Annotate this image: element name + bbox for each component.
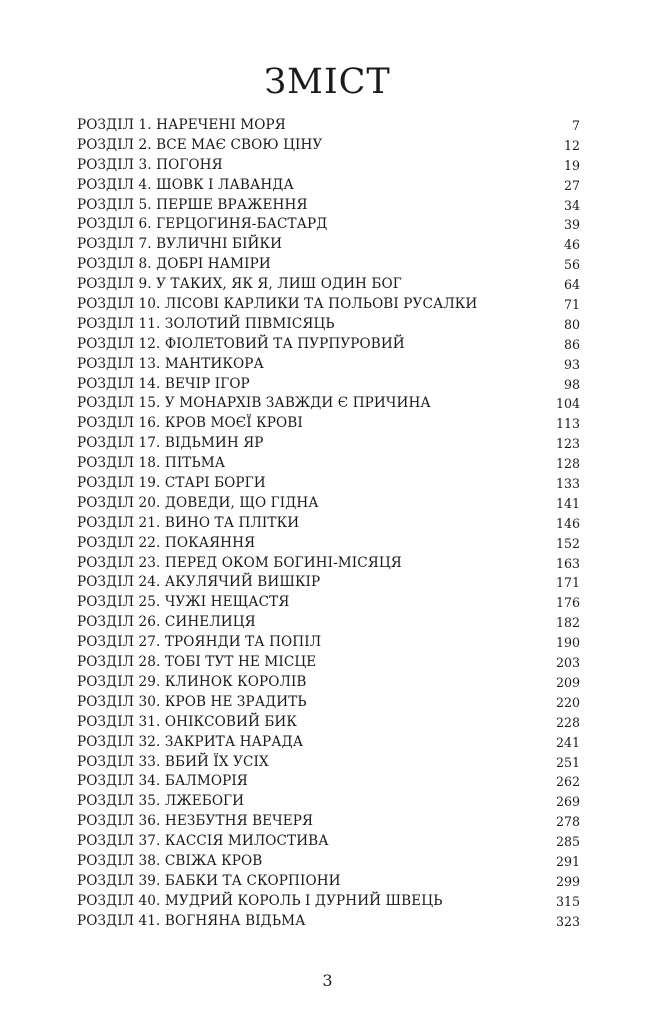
- toc-entry-title: РОЗДІЛ 34. БАЛМОРІЯ: [77, 773, 248, 790]
- toc-entry-title: РОЗДІЛ 19. СТАРІ БОРГИ: [77, 475, 266, 492]
- toc-entry-page: 299: [555, 873, 580, 889]
- toc-entry-page: 285: [555, 834, 580, 850]
- toc-entry-title: РОЗДІЛ 25. ЧУЖІ НЕЩАСТЯ: [77, 594, 290, 611]
- toc-entry-page: 291: [555, 853, 580, 869]
- toc-entry: [77, 116, 580, 136]
- page-number: 3: [322, 971, 333, 990]
- toc-entry: [77, 753, 580, 773]
- toc-entry-title: РОЗДІЛ 15. У МОНАРХІВ ЗАВЖДИ Є ПРИЧИНА: [77, 395, 431, 412]
- toc-entry-title: РОЗДІЛ 7. ВУЛИЧНІ БІЙКИ: [77, 236, 283, 253]
- toc-entry-page: 98: [563, 376, 580, 392]
- toc-entry-page: 171: [555, 575, 580, 591]
- toc-entry: [77, 633, 580, 653]
- toc-entry-page: 80: [563, 316, 580, 332]
- page-title: ЗМІСТ: [264, 62, 391, 102]
- toc-entry: [77, 593, 580, 613]
- toc-entry-title: РОЗДІЛ 1. НАРЕЧЕНІ МОРЯ: [77, 117, 286, 133]
- toc-entry: [77, 474, 580, 494]
- toc-entry-title: РОЗДІЛ 5. ПЕРШЕ ВРАЖЕННЯ: [77, 196, 308, 213]
- toc-entry-page: 278: [555, 814, 580, 830]
- toc-entry: [77, 673, 580, 693]
- toc-entry: [77, 613, 580, 633]
- toc-entry-title: РОЗДІЛ 11. ЗОЛОТИЙ ПІВМІСЯЦЬ: [77, 315, 335, 332]
- toc-entry-page: 39: [563, 217, 580, 233]
- toc-entry-page: 56: [563, 257, 580, 273]
- toc-entry-title: РОЗДІЛ 18. ПІТЬМА: [77, 455, 226, 472]
- toc-entry: [77, 275, 580, 295]
- toc-entry-page: 34: [563, 197, 580, 213]
- toc-entry: [77, 454, 580, 474]
- toc-entry-page: 209: [555, 674, 580, 690]
- toc-entry: [77, 872, 580, 892]
- toc-entry: [77, 832, 580, 852]
- toc-entry-title: РОЗДІЛ 30. КРОВ НЕ ЗРАДИТЬ: [77, 693, 307, 710]
- toc-entry-page: 203: [555, 655, 580, 671]
- toc-entry-page: 12: [563, 137, 580, 153]
- toc-entry-page: 241: [555, 734, 580, 750]
- toc-entry-title: РОЗДІЛ 9. У ТАКИХ, ЯК Я, ЛИШ ОДИН БОГ: [77, 276, 402, 293]
- toc-entry-title: РОЗДІЛ 10. ЛІСОВІ КАРЛИКИ ТА ПОЛЬОВІ РУСАЛКИ: [77, 296, 478, 313]
- toc-entry-title: РОЗДІЛ 32. ЗАКРИТА НАРАДА: [77, 733, 304, 750]
- toc-entry: [77, 414, 580, 434]
- toc-entry-page: 93: [563, 356, 580, 372]
- toc-entry: [77, 335, 580, 355]
- toc-entry-title: РОЗДІЛ 4. ШОВК І ЛАВАНДА: [77, 176, 294, 193]
- toc-entry-title: РОЗДІЛ 39. БАБКИ ТА СКОРПІОНИ: [77, 872, 341, 889]
- toc-entry-title: РОЗДІЛ 29. КЛИНОК КОРОЛІВ: [77, 673, 307, 690]
- toc-entry: [77, 892, 580, 912]
- toc-entry-title: РОЗДІЛ 12. ФІОЛЕТОВИЙ ТА ПУРПУРОВИЙ: [77, 335, 405, 352]
- toc-entry: [77, 733, 580, 753]
- toc-entry: [77, 514, 580, 534]
- toc-entry: [77, 792, 580, 812]
- toc-entry: [77, 693, 580, 713]
- toc-entry-page: 123: [555, 436, 580, 452]
- toc-entry-title: РОЗДІЛ 2. ВСЕ МАЄ СВОЮ ЦІНУ: [77, 136, 323, 153]
- toc-entry-page: 113: [555, 416, 580, 432]
- toc-entry-title: РОЗДІЛ 37. КАССІЯ МИЛОСТИВА: [77, 833, 329, 850]
- toc-entry: [77, 812, 580, 832]
- toc-entry: [77, 215, 580, 235]
- toc-entry-page: 64: [563, 277, 580, 293]
- toc-entry-page: 104: [555, 396, 580, 412]
- toc-entry: [77, 375, 580, 395]
- toc-entry-title: РОЗДІЛ 8. ДОБРІ НАМІРИ: [77, 256, 271, 273]
- toc-entry-page: 228: [555, 714, 580, 730]
- toc-entry-page: 7: [571, 118, 580, 133]
- toc-entry-title: РОЗДІЛ 16. КРОВ МОЄЇ КРОВІ: [77, 415, 303, 432]
- toc-entry-page: 269: [555, 794, 580, 810]
- toc-entry: [77, 713, 580, 733]
- toc-entry: [77, 355, 580, 375]
- toc-entry-title: РОЗДІЛ 14. ВЕЧІР ІГОР: [77, 375, 250, 392]
- toc-entry: [77, 434, 580, 454]
- toc-entry-page: 251: [555, 754, 580, 770]
- table-of-contents: [77, 116, 580, 932]
- toc-entry: [77, 196, 580, 216]
- toc-entry: [77, 394, 580, 414]
- toc-entry: [77, 295, 580, 315]
- toc-entry-title: РОЗДІЛ 6. ГЕРЦОГИНЯ-БАСТАРД: [77, 216, 328, 233]
- toc-entry-title: РОЗДІЛ 23. ПЕРЕД ОКОМ БОГИНІ-МІСЯЦЯ: [77, 554, 402, 571]
- toc-entry-title: РОЗДІЛ 13. МАНТИКОРА: [77, 355, 264, 372]
- toc-entry-title: РОЗДІЛ 3. ПОГОНЯ: [77, 156, 223, 173]
- toc-entry: [77, 554, 580, 574]
- toc-entry: [77, 772, 580, 792]
- toc-entry-page: 19: [563, 157, 580, 173]
- toc-entry: [77, 494, 580, 514]
- toc-entry-title: РОЗДІЛ 20. ДОВЕДИ, ЩО ГІДНА: [77, 494, 319, 511]
- toc-entry-page: 133: [555, 476, 580, 492]
- toc-entry-page: 163: [555, 555, 580, 571]
- toc-entry: [77, 315, 580, 335]
- toc-entry-title: РОЗДІЛ 26. СИНЕЛИЦЯ: [77, 614, 256, 631]
- toc-entry-page: 141: [555, 495, 580, 511]
- toc-entry-page: 262: [555, 774, 580, 790]
- toc-entry: [77, 852, 580, 872]
- toc-entry-title: РОЗДІЛ 36. НЕЗБУТНЯ ВЕЧЕРЯ: [77, 813, 314, 830]
- toc-entry-page: 27: [563, 177, 580, 193]
- toc-entry: [77, 176, 580, 196]
- toc-entry-title: РОЗДІЛ 41. ВОГНЯНА ВІДЬМА: [77, 912, 306, 929]
- toc-entry-page: 323: [555, 913, 580, 929]
- toc-entry-title: РОЗДІЛ 38. СВІЖА КРОВ: [77, 852, 263, 869]
- toc-entry: [77, 912, 580, 932]
- toc-entry: [77, 573, 580, 593]
- toc-entry-page: 128: [555, 456, 580, 472]
- toc-entry-page: 86: [563, 336, 580, 352]
- toc-entry-title: РОЗДІЛ 31. ОНІКСОВИЙ БИК: [77, 713, 298, 730]
- toc-entry-title: РОЗДІЛ 35. ЛЖЕБОГИ: [77, 793, 245, 810]
- toc-entry: [77, 136, 580, 156]
- toc-entry: [77, 156, 580, 176]
- toc-entry-page: 182: [555, 615, 580, 631]
- toc-entry: [77, 653, 580, 673]
- toc-entry-page: 190: [555, 635, 580, 651]
- toc-entry: [77, 235, 580, 255]
- toc-entry-title: РОЗДІЛ 24. АКУЛЯЧИЙ ВИШКІР: [77, 574, 321, 591]
- toc-entry-title: РОЗДІЛ 22. ПОКАЯННЯ: [77, 534, 256, 551]
- toc-entry-page: 152: [555, 535, 580, 551]
- toc-entry-page: 220: [555, 694, 580, 710]
- toc-entry-title: РОЗДІЛ 40. МУДРИЙ КОРОЛЬ І ДУРНИЙ ШВЕЦЬ: [77, 892, 443, 909]
- toc-entry-page: 176: [555, 595, 580, 611]
- toc-entry-page: 46: [563, 237, 580, 253]
- toc-entry-title: РОЗДІЛ 33. ВБИЙ ЇХ УСІХ: [77, 753, 269, 770]
- toc-entry: [77, 255, 580, 275]
- toc-entry-title: РОЗДІЛ 27. ТРОЯНДИ ТА ПОПІЛ: [77, 634, 322, 651]
- toc-entry-title: РОЗДІЛ 17. ВІДЬМИН ЯР: [77, 435, 264, 452]
- toc-entry-page: 71: [563, 297, 580, 313]
- toc-entry-title: РОЗДІЛ 28. ТОБІ ТУТ НЕ МІСЦЕ: [77, 654, 317, 671]
- toc-entry-title: РОЗДІЛ 21. ВИНО ТА ПЛІТКИ: [77, 514, 300, 531]
- toc-entry-page: 315: [555, 893, 580, 909]
- toc-entry: [77, 534, 580, 554]
- toc-entry-page: 146: [555, 515, 580, 531]
